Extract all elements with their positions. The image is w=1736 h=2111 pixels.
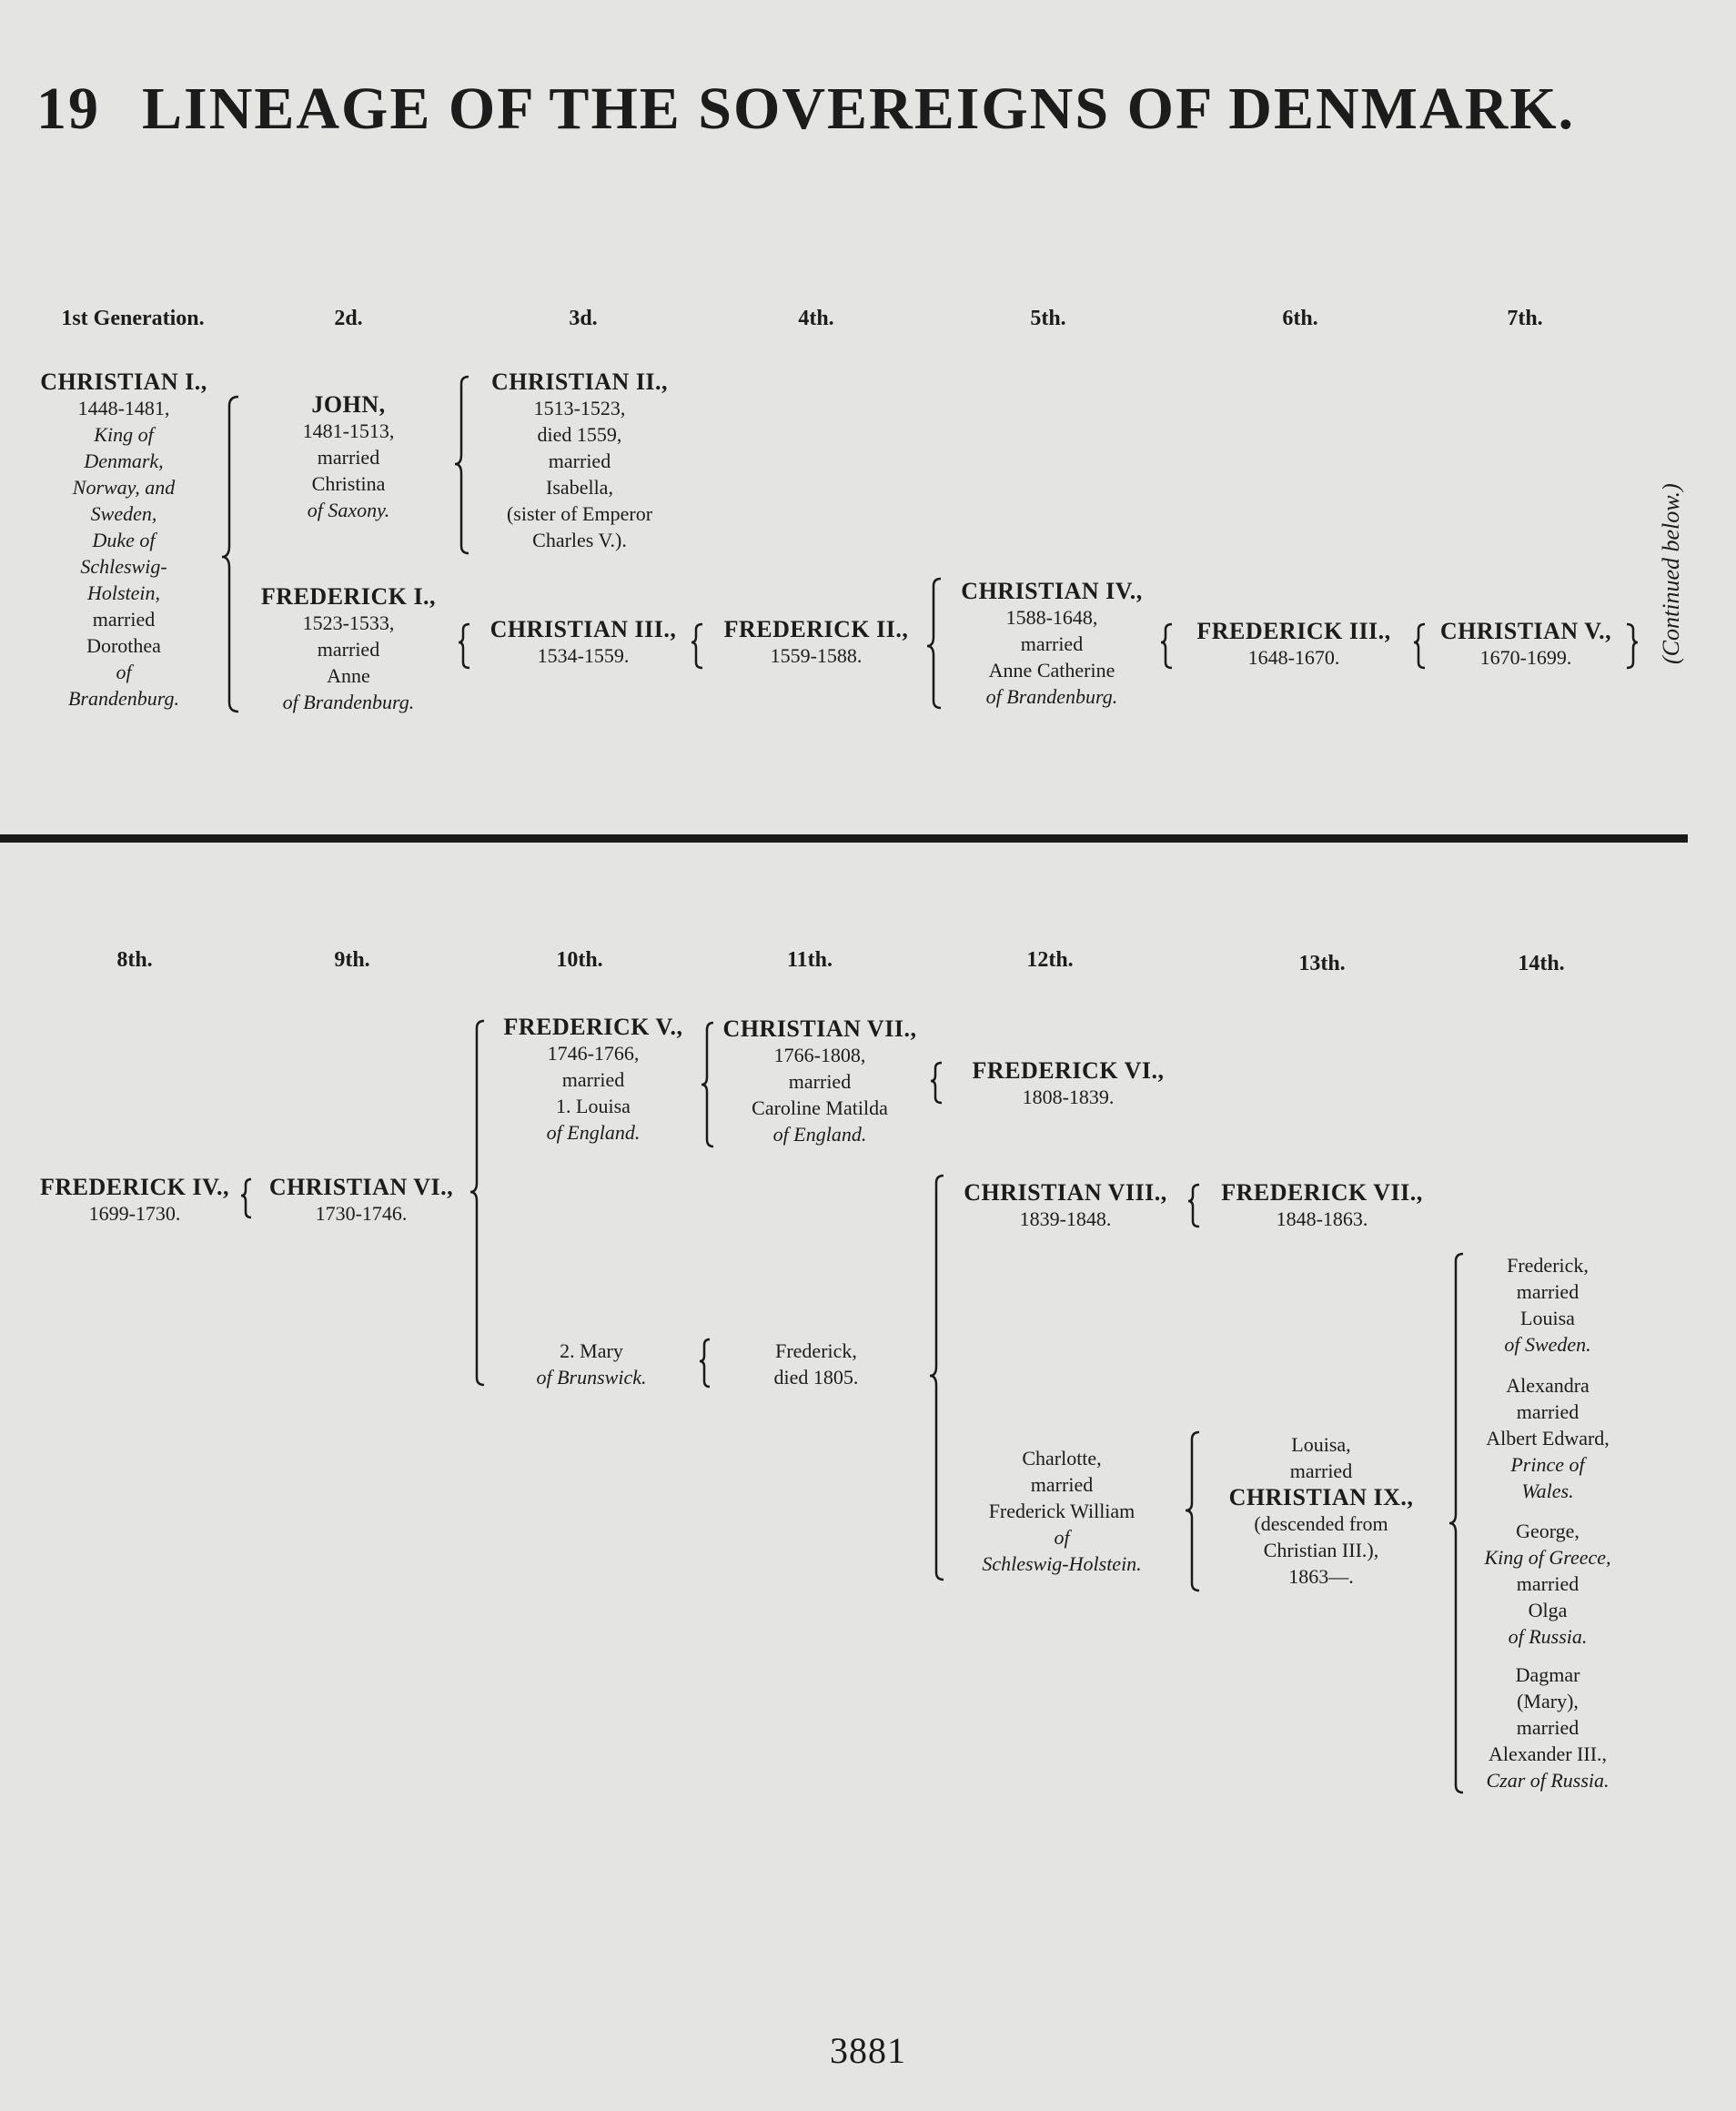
entry-name: FREDERICK IV., xyxy=(39,1174,230,1200)
entry-line: King of xyxy=(94,423,154,446)
entry-line: married xyxy=(1516,1572,1580,1595)
gen-heading-14: 14th. xyxy=(1518,952,1565,975)
entry-line: Charlotte, xyxy=(1022,1447,1102,1470)
bracket-frederick-d1805 xyxy=(930,1176,944,1580)
entry-line: 1699-1730. xyxy=(88,1202,181,1225)
entry-line: married xyxy=(1516,1716,1580,1739)
bracket-frederick-ii xyxy=(927,579,941,708)
entry-line: of Sweden. xyxy=(1504,1333,1591,1356)
entry-name: FREDERICK VI., xyxy=(972,1057,1165,1084)
entry-line: Denmark, xyxy=(84,449,164,472)
entry-line: Alexander III., xyxy=(1488,1742,1608,1765)
entry-line: King of Greece, xyxy=(1484,1546,1611,1569)
entry-line: Frederick, xyxy=(775,1339,857,1362)
bracket-christian-iii xyxy=(691,624,702,668)
gen-heading-4: 4th. xyxy=(798,307,834,330)
entry-line: 1534-1559. xyxy=(537,644,630,667)
entry-name: CHRISTIAN IX., xyxy=(1228,1484,1414,1510)
entry-line: Anne Catherine xyxy=(988,659,1115,682)
entry-line: Wales. xyxy=(1521,1480,1574,1502)
entry-line: 1448-1481, xyxy=(77,397,170,419)
entry-line: of England. xyxy=(772,1123,867,1146)
entry-name: FREDERICK II., xyxy=(723,616,909,642)
entry-name: CHRISTIAN I., xyxy=(40,369,207,395)
entry-line: married xyxy=(1289,1460,1353,1482)
entry-name: FREDERICK I., xyxy=(260,583,437,610)
entry-name: FREDERICK VII., xyxy=(1221,1179,1423,1206)
entry-line: married xyxy=(1030,1473,1094,1496)
page-title-text: LINEAGE OF THE SOVEREIGNS OF DENMARK. xyxy=(142,76,1576,142)
entry-line: 2. Mary xyxy=(560,1339,623,1362)
gen-heading-5: 5th. xyxy=(1030,307,1066,330)
entry-line: married xyxy=(1516,1280,1580,1303)
entry-line: 1481-1513, xyxy=(302,419,395,442)
bracket-john xyxy=(455,377,469,553)
gen-heading-3: 3d. xyxy=(569,307,598,330)
entry-name: FREDERICK V., xyxy=(503,1014,683,1040)
entry-line: Duke of xyxy=(92,529,156,551)
entry-line: Frederick, xyxy=(1507,1254,1589,1277)
entry-line: 1848-1863. xyxy=(1276,1207,1368,1230)
entry-line: married xyxy=(548,449,611,472)
entry-line: Louisa, xyxy=(1291,1433,1351,1456)
gen-heading-6: 6th. xyxy=(1282,307,1318,330)
entry-line: Olga xyxy=(1528,1599,1568,1621)
entry-line: Christian III.), xyxy=(1263,1539,1379,1561)
entry-line: Alexandra xyxy=(1506,1374,1590,1397)
continued-below-note: (Continued below.) xyxy=(1658,483,1684,664)
entry-name: CHRISTIAN VII., xyxy=(722,1015,917,1042)
entry-line: 1670-1699. xyxy=(1479,646,1572,669)
entry-line: Schleswig-Holstein. xyxy=(982,1552,1142,1575)
bracket-frederick-iv xyxy=(241,1179,251,1217)
bracket-christian-vii xyxy=(931,1063,942,1103)
entry-line: married xyxy=(561,1068,625,1091)
entry-line: of England. xyxy=(546,1121,641,1144)
entry-line: died 1805. xyxy=(773,1366,859,1389)
entry-line: (descended from xyxy=(1254,1512,1388,1535)
entry-line: Albert Edward, xyxy=(1486,1427,1610,1449)
entry-name: CHRISTIAN VI., xyxy=(268,1174,454,1200)
gen-heading-2: 2d. xyxy=(334,307,363,330)
entry-line: 1588-1648, xyxy=(1005,606,1098,629)
entry-line: died 1559, xyxy=(537,423,622,446)
entry-line: Czar of Russia. xyxy=(1486,1769,1610,1792)
bracket-gen1 xyxy=(222,397,238,712)
entry-line: 1513-1523, xyxy=(533,397,626,419)
gen-heading-8: 8th. xyxy=(116,948,153,972)
bracket-frederick-iii xyxy=(1414,624,1425,668)
gen-heading-11: 11th. xyxy=(786,948,833,972)
gen-heading-7: 7th. xyxy=(1507,307,1543,330)
entry-line: 1808-1839. xyxy=(1022,1086,1115,1108)
entry-line: Norway, and xyxy=(72,476,176,499)
page-number: 3881 xyxy=(830,2030,906,2071)
entry-line: Dagmar xyxy=(1515,1663,1580,1686)
bracket-christian-viii xyxy=(1188,1185,1199,1227)
entry-line: Holstein, xyxy=(86,581,161,604)
bracket-frederick-i xyxy=(459,624,469,668)
bracket-charlotte xyxy=(1186,1432,1199,1591)
entry-line: Charles V.). xyxy=(532,529,627,551)
entry-line: Anne xyxy=(327,664,370,687)
entry-line: of Brandenburg. xyxy=(985,685,1118,708)
entry-line: 1839-1848. xyxy=(1019,1207,1112,1230)
entry-line: Christina xyxy=(311,472,386,495)
entry-line: married xyxy=(1516,1400,1580,1423)
entry-line: married xyxy=(788,1070,852,1093)
bracket-louisa xyxy=(1449,1254,1463,1793)
entry-line: Brandenburg. xyxy=(67,687,179,710)
entry-line: 1. Louisa xyxy=(556,1095,631,1117)
bracket-mary xyxy=(700,1339,710,1387)
page-title-number: 19 xyxy=(36,76,100,142)
entry-line: married xyxy=(317,638,380,661)
gen-heading-12: 12th. xyxy=(1026,948,1074,972)
entry-line: married xyxy=(1020,632,1084,655)
entry-line: 1523-1533, xyxy=(302,611,395,634)
entry-line: Isabella, xyxy=(546,476,613,499)
entry-name: CHRISTIAN V., xyxy=(1439,618,1612,644)
entry-line: 1766-1808, xyxy=(773,1044,866,1066)
bracket-christian-v xyxy=(1627,624,1638,668)
entry-name: CHRISTIAN III., xyxy=(490,616,677,642)
gen-heading-9: 9th. xyxy=(334,948,370,972)
entry-line: 1863—. xyxy=(1288,1565,1354,1588)
entry-line: of xyxy=(1054,1526,1070,1549)
gen-heading-13: 13th. xyxy=(1298,952,1346,975)
bracket-christian-iv xyxy=(1161,624,1172,668)
entry-line: Frederick William xyxy=(988,1500,1135,1522)
entry-line: 1559-1588. xyxy=(770,644,863,667)
entry-line: of xyxy=(116,661,132,683)
gen-heading-1: 1st Generation. xyxy=(61,307,205,330)
entry-line: Caroline Matilda xyxy=(752,1096,888,1119)
entry-line: of Brunswick. xyxy=(536,1366,647,1389)
entry-line: Louisa xyxy=(1520,1307,1575,1329)
entry-line: of Brandenburg. xyxy=(282,691,415,713)
entry-line: (sister of Emperor xyxy=(506,502,653,525)
bracket-frederick-v xyxy=(701,1023,713,1146)
entry-line: 1648-1670. xyxy=(1247,646,1340,669)
entry-line: George, xyxy=(1516,1520,1580,1542)
entry-name: FREDERICK III., xyxy=(1196,618,1391,644)
entry-name: JOHN, xyxy=(311,391,386,418)
entry-line: Dorothea xyxy=(86,634,161,657)
entry-line: of Russia. xyxy=(1508,1625,1588,1648)
entry-line: (Mary), xyxy=(1517,1690,1579,1712)
entry-line: 1730-1746. xyxy=(315,1202,408,1225)
entry-line: Schleswig- xyxy=(80,555,167,578)
bracket-christian-vi xyxy=(470,1021,484,1385)
entry-line: of Saxony. xyxy=(307,499,390,521)
entry-name: CHRISTIAN IV., xyxy=(961,578,1143,604)
gen-heading-10: 10th. xyxy=(556,948,603,972)
entry-line: married xyxy=(317,446,380,469)
entry-line: Prince of xyxy=(1510,1453,1585,1476)
entry-name: CHRISTIAN VIII., xyxy=(964,1179,1167,1206)
entry-name: CHRISTIAN II., xyxy=(490,369,669,395)
entry-line: 1746-1766, xyxy=(547,1042,640,1065)
entry-line: married xyxy=(92,608,156,631)
entry-line: Sweden, xyxy=(90,502,157,525)
